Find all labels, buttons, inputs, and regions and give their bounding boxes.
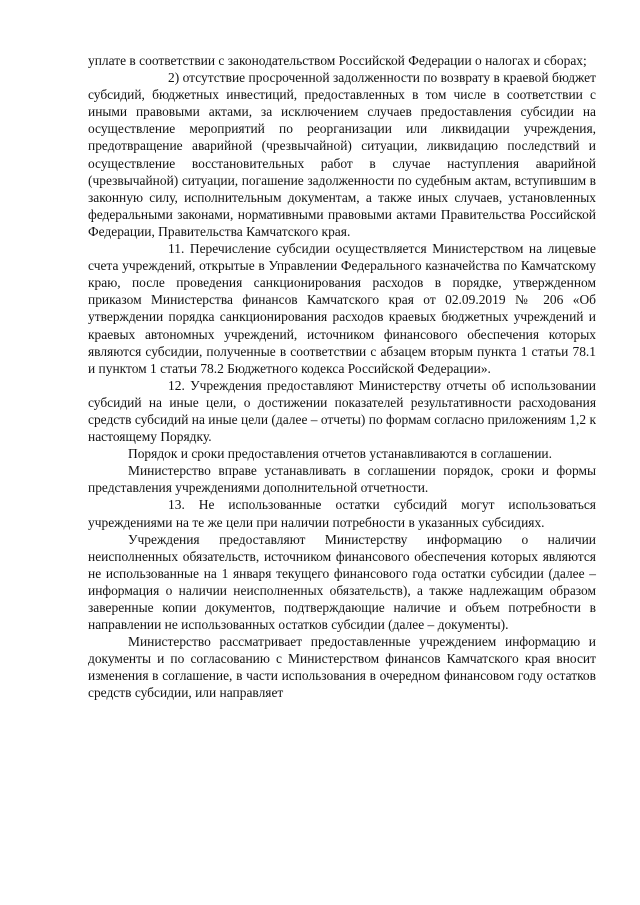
paragraph-item-12 — [88, 377, 596, 445]
paragraph-item-13 — [88, 496, 596, 530]
paragraph-obligations-info — [88, 531, 596, 634]
paragraph-text: Не использованные остатки субсидий могут использоваться учреждениями на те же цели при наличии потребности в указанных субсидиях. — [88, 497, 596, 530]
paragraph-item-11 — [88, 240, 596, 377]
paragraph-reporting-terms — [88, 445, 596, 462]
paragraph-text: Министерство вправе устанавливать в соглашении порядок, сроки и формы представления учреждениями дополнительной отчетности. — [88, 463, 596, 496]
paragraph-number: 2) — [168, 70, 180, 86]
paragraph-number: 11. — [168, 241, 185, 257]
paragraph-number: 12. — [168, 377, 185, 393]
paragraph-ministry-review — [88, 633, 596, 701]
document-page — [88, 52, 596, 702]
paragraph-text: Порядок и сроки предоставления отчетов устанавливаются в соглашении. — [128, 446, 552, 462]
paragraph-text: Учреждения предоставляют Министерству отчеты об использовании субсидий на иные цели, о достижении показателей результативности расходования средств субсидий на иные цели (далее – отчеты) по формам согласно приложениям 1,2 к настоящему Порядку. — [88, 377, 596, 445]
paragraph-item-2 — [88, 69, 596, 240]
paragraph-continuation — [88, 52, 596, 69]
paragraph-additional-reporting — [88, 462, 596, 496]
paragraph-text: Перечисление субсидии осуществляется Министерством на лицевые счета учреждений, открытые в Управлении Федерального казначейства по Камчатскому краю, после проведения санкционирования расходов в порядке, утвержденном приказом Министерства финансов Камчатского края от 02.09.2019 № 206 «Об утверждении порядка санкционирования расходов краевых бюджетных учреждений и краевых автономных учреждений, источником финансового обеспечения которых являются субсидии, полученные в соответствии с абзацем вторым пункта 1 статьи 78.1 и пунктом 1 статьи 78.2 Бюджетного кодекса Российской Федерации». — [88, 241, 597, 376]
paragraph-text: отсутствие просроченной задолженности по возврату в краевой бюджет субсидий, бюджетных инвестиций, предоставленных в том числе в соответствии с иными правовыми актами, за исключением случаев предоставления субсидии на осуществление мероприятий по реорганизации или ликвидации учреждения, предотвращение аварийной (чрезвычайной) ситуации, ликвидацию последствий и осуществление восстановительных работ в случае наступления аварийной (чрезвычайной) ситуации, погашение задолженности по судебным актам, вступившим в законную силу, исполнительным документам, а также иных случаев, установленных федеральными законами, нормативными правовыми актами Правительства Российской Федерации, Правительства Камчатского края. — [88, 70, 596, 239]
paragraph-text: Министерство рассматривает предоставленные учреждением информацию и документы и по согласованию с Министерством финансов Камчатского края вносит изменения в соглашение, в части использования в очередном финансовом году остатков средств субсидии, или направляет — [88, 634, 596, 701]
paragraph-number: 13. — [168, 497, 185, 513]
paragraph-text: Учреждения предоставляют Министерству информацию о наличии неисполненных обязательств, источником финансового обеспечения которых являются не использованные на 1 января текущего финансового года остатки субсидии (далее – информация о наличии неисполненных обязательств), а также надлежащим образом заверенные копии документов, подтверждающие наличие и объем потребности в направлении не использованных остатков субсидии (далее – документы). — [88, 531, 596, 633]
paragraph-text: уплате в соответствии с законодательством Российской Федерации о налогах и сборах; — [88, 53, 587, 68]
